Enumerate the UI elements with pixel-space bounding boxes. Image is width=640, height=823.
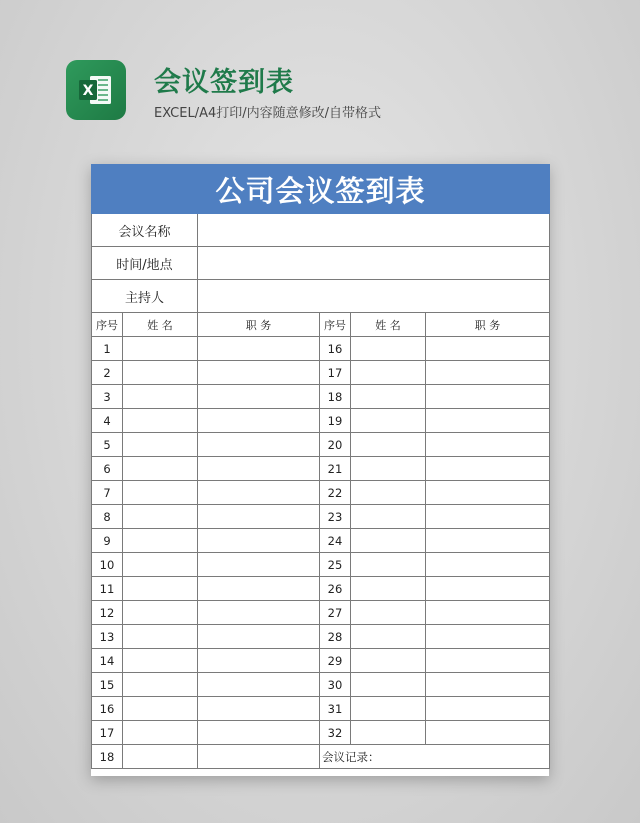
table-row — [92, 673, 550, 697]
role-cell[interactable] — [198, 361, 320, 385]
svg-text:X: X — [82, 83, 94, 99]
name-cell[interactable] — [123, 385, 198, 409]
table-row — [92, 553, 550, 577]
name-cell[interactable] — [351, 697, 426, 721]
row-number: 4 — [92, 409, 123, 433]
sign-in-sheet — [91, 164, 549, 776]
row-number: 9 — [92, 529, 123, 553]
row-number: 25 — [320, 553, 351, 577]
role-cell[interactable] — [198, 649, 320, 673]
row-number: 11 — [92, 577, 123, 601]
row-number: 2 — [92, 361, 123, 385]
row-number: 24 — [320, 529, 351, 553]
field-label-time-place: 时间/地点 — [92, 247, 198, 280]
row-number: 7 — [92, 481, 123, 505]
table-row — [92, 625, 550, 649]
row-number: 31 — [320, 697, 351, 721]
role-cell[interactable] — [426, 433, 550, 457]
page-subtitle: EXCEL/A4打印/内容随意修改/自带格式 — [154, 106, 382, 121]
name-cell[interactable] — [351, 385, 426, 409]
row-number: 32 — [320, 721, 351, 745]
role-cell[interactable] — [198, 745, 320, 769]
role-cell[interactable] — [198, 385, 320, 409]
name-cell[interactable] — [351, 481, 426, 505]
name-cell[interactable] — [123, 721, 198, 745]
name-cell[interactable] — [351, 721, 426, 745]
role-cell[interactable] — [426, 601, 550, 625]
name-cell[interactable] — [123, 673, 198, 697]
row-number: 28 — [320, 625, 351, 649]
table-row — [92, 385, 550, 409]
role-cell[interactable] — [426, 529, 550, 553]
page-header — [66, 60, 626, 124]
row-number: 10 — [92, 553, 123, 577]
row-number: 5 — [92, 433, 123, 457]
name-cell[interactable] — [351, 577, 426, 601]
name-cell[interactable] — [351, 337, 426, 361]
page-title: 会议签到表 — [154, 67, 294, 98]
column-header-no: 序号 — [320, 313, 351, 337]
table-row — [92, 721, 550, 745]
meeting-notes-cell[interactable]: 会议记录： — [320, 745, 550, 769]
excel-icon — [66, 60, 126, 120]
name-cell[interactable] — [351, 361, 426, 385]
name-cell[interactable] — [351, 673, 426, 697]
name-cell[interactable] — [351, 505, 426, 529]
role-cell[interactable] — [198, 553, 320, 577]
table-row — [92, 337, 550, 361]
row-number: 18 — [92, 745, 123, 769]
role-cell[interactable] — [198, 601, 320, 625]
role-cell[interactable] — [198, 577, 320, 601]
role-cell[interactable] — [426, 385, 550, 409]
role-cell[interactable] — [426, 337, 550, 361]
role-cell[interactable] — [426, 361, 550, 385]
role-cell[interactable] — [198, 505, 320, 529]
table-row — [92, 457, 550, 481]
row-number: 12 — [92, 601, 123, 625]
row-number: 26 — [320, 577, 351, 601]
row-number: 14 — [92, 649, 123, 673]
role-cell[interactable] — [426, 697, 550, 721]
row-number: 15 — [92, 673, 123, 697]
name-cell[interactable] — [351, 457, 426, 481]
row-number: 19 — [320, 409, 351, 433]
name-cell[interactable] — [351, 649, 426, 673]
table-row — [92, 529, 550, 553]
role-cell[interactable] — [198, 721, 320, 745]
row-number: 18 — [320, 385, 351, 409]
name-cell[interactable] — [123, 481, 198, 505]
role-cell[interactable] — [426, 721, 550, 745]
table-row — [92, 649, 550, 673]
name-cell[interactable] — [351, 601, 426, 625]
name-cell[interactable] — [123, 601, 198, 625]
name-cell[interactable] — [123, 433, 198, 457]
row-number: 6 — [92, 457, 123, 481]
name-cell[interactable] — [123, 745, 198, 769]
name-cell[interactable] — [351, 553, 426, 577]
row-number: 17 — [320, 361, 351, 385]
row-number: 29 — [320, 649, 351, 673]
name-cell[interactable] — [123, 697, 198, 721]
name-cell[interactable] — [123, 553, 198, 577]
row-number: 8 — [92, 505, 123, 529]
field-label-host: 主持人 — [92, 280, 198, 313]
role-cell[interactable] — [198, 673, 320, 697]
column-header-role: 职 务 — [198, 313, 320, 337]
row-number: 16 — [320, 337, 351, 361]
role-cell[interactable] — [426, 481, 550, 505]
name-cell[interactable] — [123, 505, 198, 529]
name-cell[interactable] — [123, 577, 198, 601]
name-cell[interactable] — [351, 433, 426, 457]
row-number: 27 — [320, 601, 351, 625]
name-cell[interactable] — [123, 529, 198, 553]
row-number: 23 — [320, 505, 351, 529]
role-cell[interactable] — [426, 649, 550, 673]
role-cell[interactable] — [198, 433, 320, 457]
name-cell[interactable] — [123, 649, 198, 673]
row-number: 20 — [320, 433, 351, 457]
row-number: 1 — [92, 337, 123, 361]
name-cell[interactable] — [123, 625, 198, 649]
name-cell[interactable] — [123, 457, 198, 481]
name-cell[interactable] — [351, 409, 426, 433]
sign-in-table — [91, 164, 550, 769]
column-header-no: 序号 — [92, 313, 123, 337]
table-row — [92, 577, 550, 601]
role-cell[interactable] — [198, 529, 320, 553]
row-number: 22 — [320, 481, 351, 505]
row-number: 21 — [320, 457, 351, 481]
role-cell[interactable] — [426, 673, 550, 697]
field-value-meeting-name[interactable] — [198, 214, 550, 247]
row-number: 17 — [92, 721, 123, 745]
table-row — [92, 409, 550, 433]
table-row — [92, 361, 550, 385]
table-row — [92, 505, 550, 529]
field-value-time-place[interactable] — [198, 247, 550, 280]
name-cell[interactable] — [351, 625, 426, 649]
role-cell[interactable] — [198, 481, 320, 505]
role-cell[interactable] — [426, 409, 550, 433]
name-cell[interactable] — [123, 361, 198, 385]
role-cell[interactable] — [198, 697, 320, 721]
field-label-meeting-name: 会议名称 — [92, 214, 198, 247]
role-cell[interactable] — [198, 457, 320, 481]
table-row — [92, 601, 550, 625]
table-row — [92, 745, 550, 769]
name-cell[interactable] — [351, 529, 426, 553]
column-header-name: 姓 名 — [123, 313, 198, 337]
role-cell[interactable] — [198, 625, 320, 649]
column-header-role: 职 务 — [426, 313, 550, 337]
name-cell[interactable] — [123, 337, 198, 361]
table-row — [92, 433, 550, 457]
name-cell[interactable] — [123, 409, 198, 433]
column-header-name: 姓 名 — [351, 313, 426, 337]
role-cell[interactable] — [426, 457, 550, 481]
row-number: 30 — [320, 673, 351, 697]
role-cell[interactable] — [426, 505, 550, 529]
row-number: 13 — [92, 625, 123, 649]
role-cell[interactable] — [426, 625, 550, 649]
row-number: 3 — [92, 385, 123, 409]
role-cell[interactable] — [198, 337, 320, 361]
table-row — [92, 697, 550, 721]
row-number: 16 — [92, 697, 123, 721]
role-cell[interactable] — [426, 577, 550, 601]
role-cell[interactable] — [426, 553, 550, 577]
sheet-banner-title: 公司会议签到表 — [92, 165, 550, 214]
table-row — [92, 481, 550, 505]
role-cell[interactable] — [198, 409, 320, 433]
field-value-host[interactable] — [198, 280, 550, 313]
